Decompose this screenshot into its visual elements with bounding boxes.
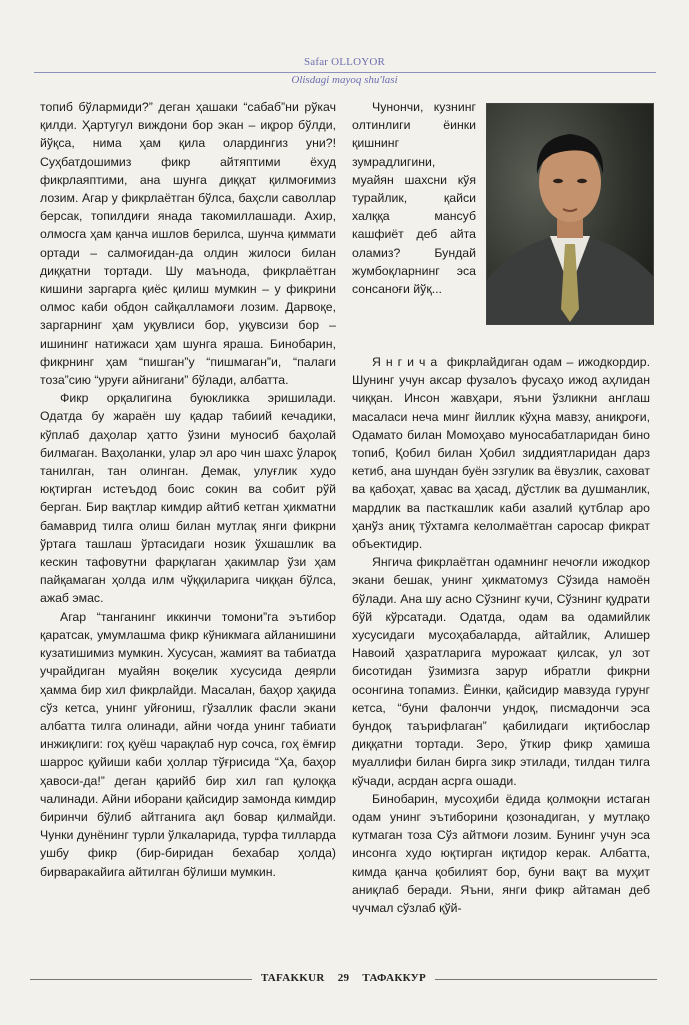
paragraph: Янгича фикрлаётган одамнинг нечоғли ижодкор экани бешак, унинг ҳикматомуз Сўзида намоён бўлади. Ана шу асно Сўзнинг кучи, Сўзнинг қудрати бўй кўрсатади. Одатда, одам ва одамийлик хусусидаги мусоҳабаларда, айтайлик, Алишер Навоий ҳазратларига мурожаат қилсак, ул зот бисотидан ўзимизга зарур ибратли фикрни осонгина топамиз. Ёинки, қайсидир мавзуда гурунг кетса, “буни фалончи ундоқ, писмадончи эса бундоқ таърифлаган” қабилидаги иқтибослар диққатни тортади. Зеро, ўткир фикр ҳамиша муаллифи билан бирга зикр этилади, тилдан тилга кўчади, асрдан асрга ошади. bbox=[352, 555, 650, 788]
footer bbox=[252, 972, 435, 984]
paragraph: Чунончи, кузнинг олтинлиги ёинки қишнинг зумрадлигини, муайян шахсни кўя турайлик, қайси халққа мансуб кашфиёт деб айта оламиз? Бундай жумбоқларнинг эса сонсаноғи йўқ... bbox=[352, 100, 476, 297]
author-portrait-image bbox=[486, 103, 654, 325]
paragraph-rest: фикрлайдиган одам – ижодкордир. Шунинг учун аксар фузалоъ фусаҳо ижод аҳлидан чиққан. Инсон жавҳари, яъни ўзликни англаш масаласи неча минг йиллик кўҳна мавзу, аниқроғи, Одамато билан Момоҳаво муносабатларидан бино топиб, Қобил билан Ҳобил зиддиятларидан дарз кетиб, ана шундан буён эзгулик ва ёвузлик, саховат ва қабоҳат, ҳавас ва ҳасад, дўстлик ва душманлик, мардлик ва пасткашлик каби азалий қутблар аро ҳанўз аниқ тўхтамга келолмаётган саросар фикрат объектидир. bbox=[352, 355, 650, 552]
paragraph bbox=[352, 353, 650, 553]
paragraph: топиб бўлармиди?” деган ҳашаки “сабаб”ни рўкач қилди. Ҳартугул виждони бор экан – иқрор бўлди, йўқса, нима ҳам қила олардингиз уни?! Суҳбатдошимиз фикр айтяптими ёхуд фикрлаяптими, ана шунга диққат қилмоғимиз лозим. Агар у фикрлаётган бўлса, баҳсли саволлар берсак, топилдиғи янада такомиллашади. Ахир, олмосга ҳам қанча ишлов берилса, шунча қиммати ортади – салмоғидан-да олдин жилоси билан диққатни тортади. Шу маънода, фикрлаётган кишини заргарга қиёс қилиш мумкин – у фикрини олмос каби обдон сайқалламоғи лозим. Дарвоқе, заргарнинг ҳам уқувлиси бор, уқувсизи бор – ишининг натижаси ҳам шунга яраша. Бинобарин, фикрнинг ҳам “пишган”у “пишмаган”и, “палаги тоза”сию “уруғи айнигани” бўлади, албатта. bbox=[40, 100, 336, 388]
author-portrait-icon bbox=[487, 104, 653, 324]
paragraph: Бинобарин, мусоҳиби ёдида қолмоқни истаган одам унинг эътиборини қозонадиган, у мутлақо кутмаган тоза Сўз айтмоғи лозим. Бунинг учун эса инсонга худо юқтирган иқтидор керак. Албатта, кимда қанча қобилият бор, буни вақт ва муҳит аниқлаб беради. Яъни, янги фикр айтаман деб чучмал сўзлаб қўй- bbox=[352, 791, 650, 916]
paragraph: Агар “танганинг иккинчи томони”га эътибор қаратсак, умумлашма фикр кўникмага айланишини кузатишимиз мумкин. Хусусан, жамият ва табиатда учрайдиган муайян воқелик хусусида деярли ҳамма бир хил фикрлайди. Масалан, баҳор ҳақида сўз кетса, унинг уйғониш, гўзаллик фасли экани албатта тилга олинади, айни чоғда унинг табиати инжиқлиги: гоҳ қуёш чарақлаб нур сочса, гоҳ ёмғир шаррос қуйиши каби ҳоллар тўғрисида “Ҳа, баҳор ҳавоси-да!” деган қарийб бир хил гап қулоққа чалинади. Айни иборани қайсидир замонда кимдир биринчи бўлиб айтганига ақл бовар қилмайди. Чунки дунёнинг турли ўлкаларида, турфа тилларда ушбу фикр (бир-биридан бехабар ҳолда) бирваракайига айтилган бўлиши мумкин. bbox=[40, 609, 336, 879]
footer-title-cyrillic: ТАФАККУР bbox=[362, 972, 427, 984]
right-column-top bbox=[352, 98, 476, 298]
left-column bbox=[40, 98, 336, 881]
footer-rule-left bbox=[30, 979, 252, 980]
footer-rule-right bbox=[435, 979, 657, 980]
page-number: 29 bbox=[337, 972, 350, 984]
spaced-lead: Янгича bbox=[372, 355, 443, 369]
paragraph: Фикр орқалигина буюкликка эришилади. Одатда бу жараён шу қадар табиий кечадики, кўплаб даҳолар ҳатто ўзини муносиб баҳолай билмаган. Ваҳоланки, улар эл аро чин шахс ўлароқ танилган, тан олинган. Демак, улуғлик худо юқтирган истеъдод боис сокин ва собит рўй берган. Бир вақтлар кимдир айтиб кетган ҳикматни бамаврид тилга олиш билан мутлақ янги фикрни ўртага ташлаш ўртасидаги нозик ўхшашлик ва кескин тафовутни фарқлаган ҳакимлар ўзи ҳам пайқамаган ҳолда илм чўққиларига чиққан бўлса, ажаб эмас. bbox=[40, 391, 336, 606]
header-author: Safar OLLOYOR bbox=[303, 56, 386, 68]
right-column-bottom bbox=[352, 353, 650, 917]
header-subtitle: Olisdagi mayoq shu'lasi bbox=[291, 74, 398, 86]
footer-title-latin: TAFAKKUR bbox=[260, 972, 325, 984]
header-rule bbox=[34, 72, 656, 73]
